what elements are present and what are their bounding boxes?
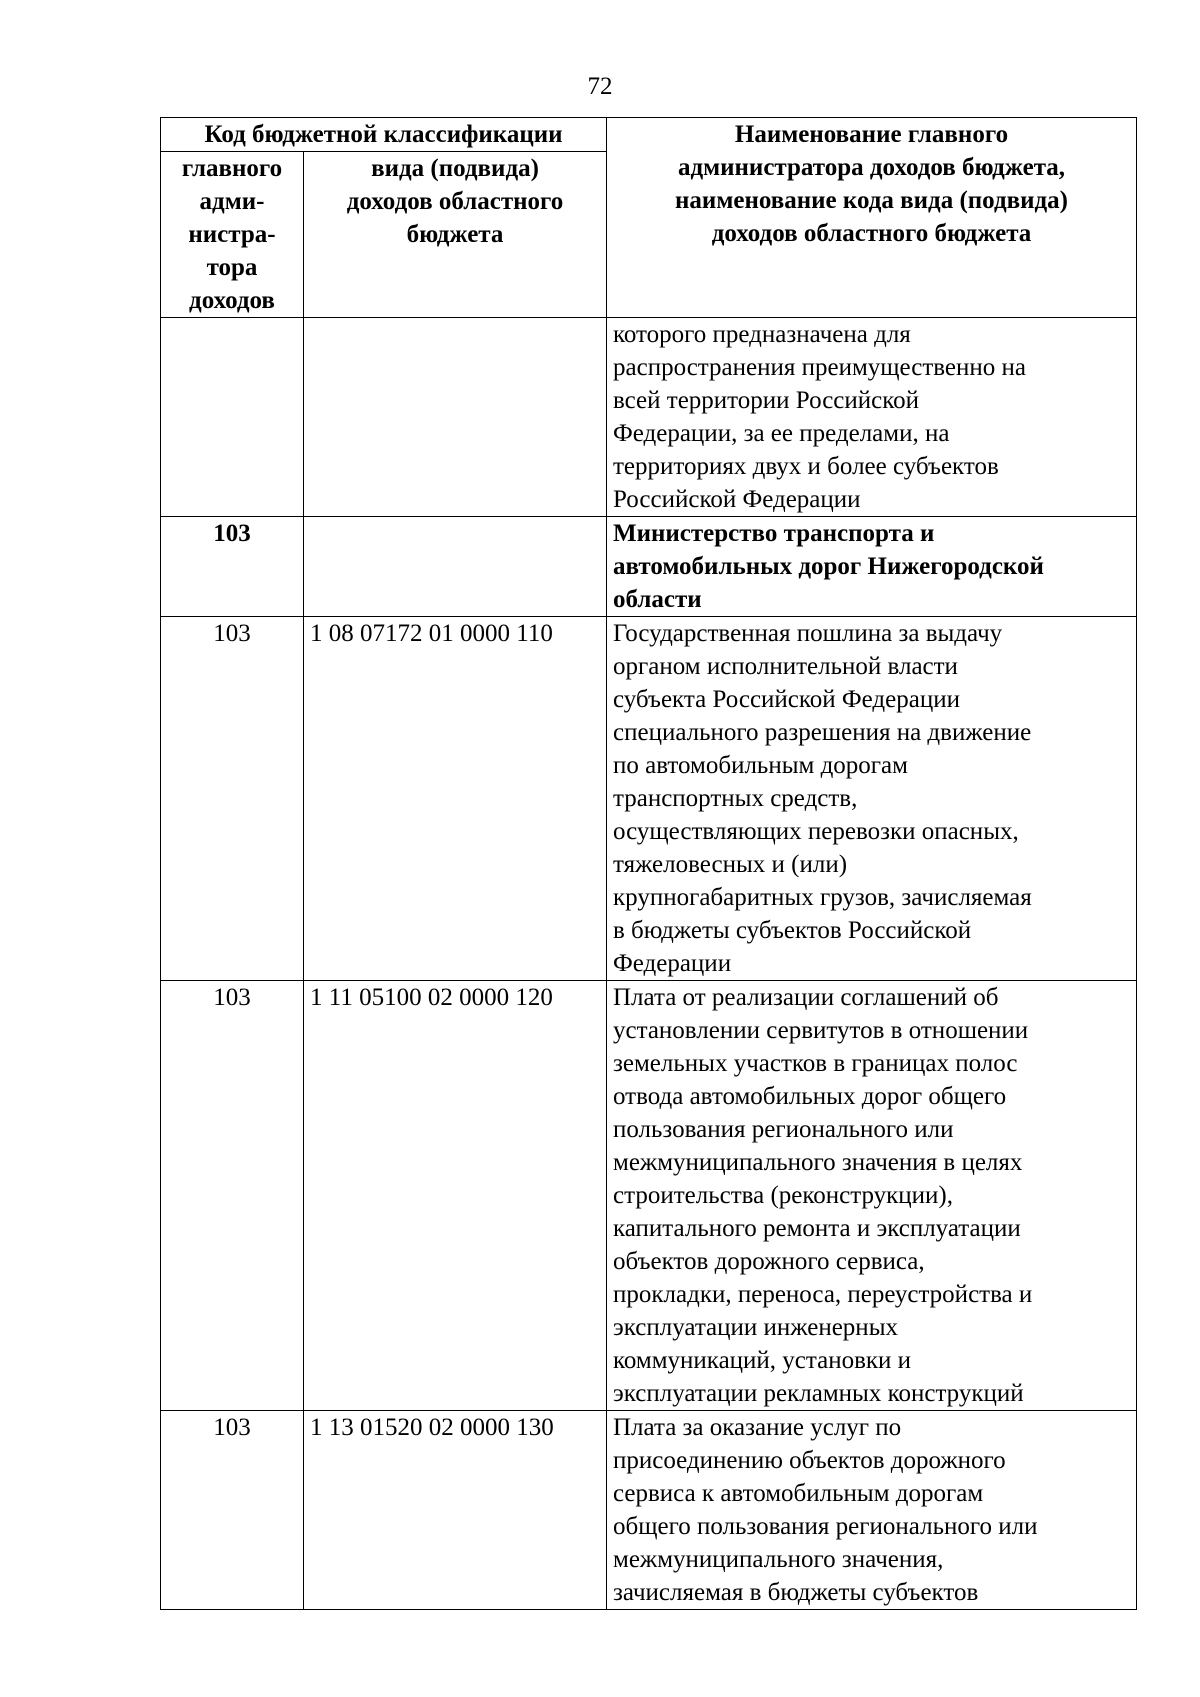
- income-code-cell: 1 11 05100 02 0000 120: [304, 981, 607, 1411]
- admin-code-cell: 103: [161, 981, 304, 1411]
- name-line: Плата за оказание услуг по: [613, 1414, 902, 1441]
- admin-code-cell: 103: [161, 517, 304, 617]
- name-line: области: [613, 586, 702, 613]
- name-header-line: наименование кода вида (подвида): [675, 187, 1068, 214]
- code-column-header: [304, 152, 607, 318]
- admin-header-line: тора: [206, 254, 258, 281]
- name-line: территориях двух и более субъектов: [613, 453, 999, 480]
- budget-classification-table: [160, 117, 1137, 1610]
- name-line: прокладки, переноса, переустройства и: [613, 1281, 1033, 1308]
- name-cell: [607, 318, 1137, 517]
- name-line: эксплуатации рекламных конструкций: [613, 1380, 1024, 1407]
- admin-header-line: главного: [181, 155, 283, 182]
- name-line: Плата от реализации соглашений об: [613, 984, 999, 1011]
- name-cell: [607, 517, 1137, 617]
- name-line: общего пользования регионального или: [613, 1513, 1038, 1540]
- name-line: Государственная пошлина за выдачу: [613, 620, 1003, 647]
- table-body: [161, 318, 1137, 1610]
- name-line: установлении сервитутов в отношении: [613, 1017, 1029, 1044]
- name-cell: [607, 617, 1137, 981]
- classification-title: Код бюджетной классификации: [161, 118, 607, 152]
- code-header-line: доходов областного: [346, 188, 564, 215]
- name-header-line: администратора доходов бюджета,: [677, 154, 1066, 181]
- page-number: 72: [587, 73, 613, 100]
- name-line: объектов дорожного сервиса,: [613, 1248, 925, 1275]
- name-line: автомобильных дорог Нижегородской: [613, 553, 1044, 580]
- table-row: [161, 981, 1137, 1411]
- name-line: транспортных средств,: [613, 785, 858, 812]
- name-header-line: доходов областного бюджета: [711, 220, 1032, 247]
- income-code-cell: 1 13 01520 02 0000 130: [304, 1411, 607, 1610]
- table-row: [161, 1411, 1137, 1610]
- name-line: органом исполнительной власти: [613, 653, 958, 680]
- name-cell: [607, 1411, 1137, 1610]
- name-cell: [607, 981, 1137, 1411]
- name-line: сервиса к автомобильным дорогам: [613, 1480, 984, 1507]
- income-code-cell: [304, 318, 607, 517]
- table-row: [161, 617, 1137, 981]
- name-line: которого предназначена для: [613, 321, 911, 348]
- name-line: всей территории Российской: [613, 387, 919, 414]
- name-line: по автомобильным дорогам: [613, 752, 908, 779]
- admin-code-cell: 103: [161, 1411, 304, 1610]
- name-column-header: [607, 118, 1137, 318]
- table-row: [161, 517, 1137, 617]
- admin-code-cell: 103: [161, 617, 304, 981]
- name-line: распространения преимущественно на: [613, 354, 1027, 381]
- name-line: отвода автомобильных дорог общего: [613, 1083, 1007, 1110]
- name-line: пользования регионального или: [613, 1116, 954, 1143]
- name-line: осуществляющих перевозки опасных,: [613, 818, 1019, 845]
- income-code-cell: [304, 517, 607, 617]
- code-header-line: бюджета: [406, 221, 504, 248]
- name-line: Министерство транспорта и: [613, 520, 935, 547]
- admin-column-header: [161, 152, 304, 318]
- name-line: субъекта Российской Федерации: [613, 686, 960, 713]
- name-line: тяжеловесных и (или): [613, 851, 848, 878]
- income-code-cell: 1 08 07172 01 0000 110: [304, 617, 607, 981]
- name-line: крупногабаритных грузов, зачисляемая: [613, 884, 1032, 911]
- name-line: земельных участков в границах полос: [613, 1050, 1018, 1077]
- name-line: зачисляемая в бюджеты субъектов: [613, 1579, 979, 1606]
- name-line: присоединению объектов дорожного: [613, 1447, 1006, 1474]
- name-line: межмуниципального значения,: [613, 1546, 944, 1573]
- admin-code-cell: [161, 318, 304, 517]
- code-header-line: вида (подвида): [371, 155, 539, 182]
- name-line: капитального ремонта и эксплуатации: [613, 1215, 1021, 1242]
- admin-header-line: нистра-: [188, 221, 276, 248]
- name-line: Федерации: [613, 950, 732, 977]
- name-line: межмуниципального значения в целях: [613, 1149, 1023, 1176]
- name-header-line: Наименование главного: [734, 121, 1009, 148]
- name-line: эксплуатации инженерных: [613, 1314, 898, 1341]
- table-header: [161, 118, 1137, 318]
- name-line: специального разрешения на движение: [613, 719, 1032, 746]
- admin-header-line: доходов: [189, 287, 275, 314]
- name-line: коммуникаций, установки и: [613, 1347, 912, 1374]
- name-line: Российской Федерации: [613, 486, 861, 513]
- admin-header-line: адми-: [199, 188, 265, 215]
- name-line: Федерации, за ее пределами, на: [613, 420, 950, 447]
- name-line: в бюджеты субъектов Российской: [613, 917, 972, 944]
- table-row: [161, 318, 1137, 517]
- name-line: строительства (реконструкции),: [613, 1182, 953, 1209]
